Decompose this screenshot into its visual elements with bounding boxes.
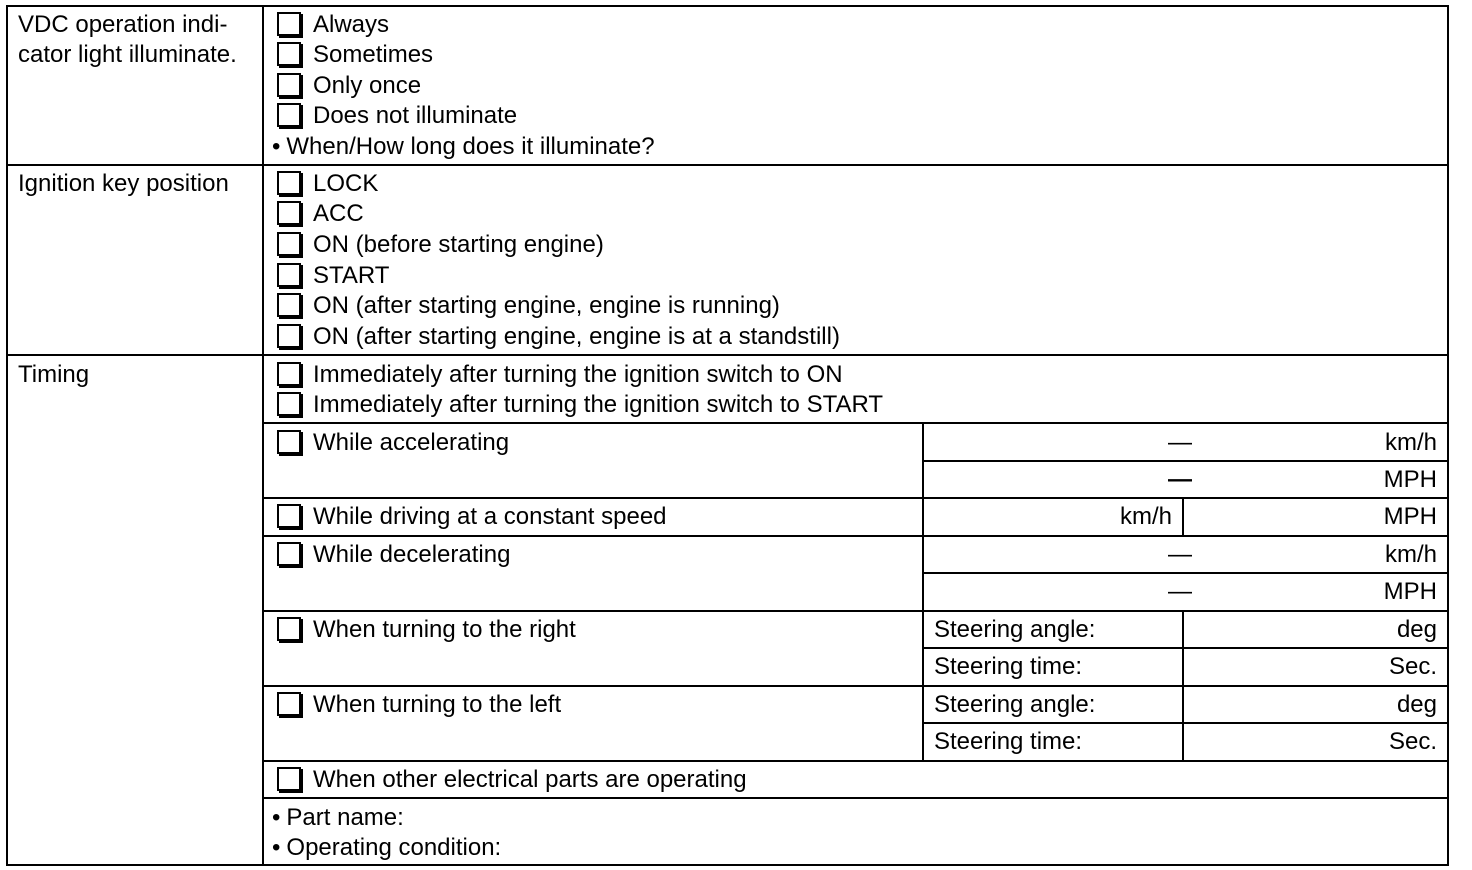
ignition-label: Ignition key position xyxy=(18,170,229,197)
checkbox-icon[interactable] xyxy=(277,542,301,566)
row-divider xyxy=(922,647,1449,649)
vdc-label-line1: VDC operation indi- xyxy=(18,11,228,38)
checkbox-icon[interactable] xyxy=(277,73,301,97)
accelerating-kmh-dash: — xyxy=(1168,429,1192,456)
row-divider xyxy=(922,460,1449,462)
ignition-option-acc[interactable]: ACC xyxy=(277,199,364,229)
timing-option-constant-speed[interactable]: While driving at a constant speed xyxy=(277,502,667,532)
turn-left-angle-label: Steering angle: xyxy=(934,691,1096,718)
part-name-field[interactable]: • Part name: xyxy=(272,804,404,831)
timing-option-decelerating[interactable]: While decelerating xyxy=(277,540,510,570)
bullet-icon: • xyxy=(272,834,281,861)
checkbox-icon[interactable] xyxy=(277,12,301,36)
row-divider xyxy=(262,535,1449,537)
row-divider xyxy=(262,760,1449,762)
checkbox-icon[interactable] xyxy=(277,504,301,528)
ignition-option-lock[interactable]: LOCK xyxy=(277,169,378,199)
column-divider xyxy=(1182,497,1184,537)
bullet-icon: • xyxy=(272,804,281,831)
table-border-right xyxy=(1447,5,1449,866)
vdc-note: • When/How long does it illuminate? xyxy=(272,133,655,160)
turn-right-time-label: Steering time: xyxy=(934,653,1083,680)
accelerating-mph-dash: — xyxy=(1168,466,1192,493)
timing-option-turn-right[interactable]: When turning to the right xyxy=(277,615,576,645)
checkbox-icon[interactable] xyxy=(277,103,301,127)
vdc-label-line2: cator light illuminate. xyxy=(18,41,237,68)
ignition-option-on-running[interactable]: ON (after starting engine, engine is running) xyxy=(277,291,780,321)
timing-option-accelerating[interactable]: While accelerating xyxy=(277,428,509,458)
row-divider xyxy=(922,722,1449,724)
table-border-left xyxy=(6,5,8,866)
operating-condition-field[interactable]: • Operating condition: xyxy=(272,834,502,861)
turn-right-angle-unit: deg xyxy=(1396,616,1437,643)
checkbox-icon[interactable] xyxy=(277,430,301,454)
row-divider xyxy=(6,164,1449,166)
accelerating-mph-unit: MPH xyxy=(1383,466,1437,493)
checkbox-icon[interactable] xyxy=(277,42,301,66)
ignition-option-on-standstill[interactable]: ON (after starting engine, engine is at a standstill) xyxy=(277,322,840,352)
timing-option-ignition-on[interactable]: Immediately after turning the ignition switch to ON xyxy=(277,360,843,390)
row-divider xyxy=(262,610,1449,612)
vdc-option-sometimes[interactable]: Sometimes xyxy=(277,40,433,70)
turn-right-angle-label: Steering angle: xyxy=(934,616,1096,643)
vdc-option-always[interactable]: Always xyxy=(277,10,389,40)
timing-option-ignition-start[interactable]: Immediately after turning the ignition switch to START xyxy=(277,390,883,420)
row-divider xyxy=(6,354,1449,356)
turn-left-angle-unit: deg xyxy=(1396,691,1437,718)
row-divider xyxy=(262,497,1449,499)
decelerating-mph-dash: — xyxy=(1168,578,1192,605)
constant-mph-unit: MPH xyxy=(1383,503,1437,530)
checkbox-icon[interactable] xyxy=(277,617,301,641)
timing-label: Timing xyxy=(18,361,90,388)
checkbox-icon[interactable] xyxy=(277,362,301,386)
checkbox-icon[interactable] xyxy=(277,692,301,716)
turn-right-time-unit: Sec. xyxy=(1388,653,1437,680)
constant-kmh-unit: km/h xyxy=(1119,503,1172,530)
checkbox-icon[interactable] xyxy=(277,201,301,225)
ignition-option-start[interactable]: START xyxy=(277,261,389,291)
checkbox-icon[interactable] xyxy=(277,263,301,287)
table-border-top xyxy=(6,5,1449,7)
timing-option-turn-left[interactable]: When turning to the left xyxy=(277,690,561,720)
checkbox-icon[interactable] xyxy=(277,392,301,416)
column-divider xyxy=(1182,610,1184,762)
vdc-option-only-once[interactable]: Only once xyxy=(277,71,421,101)
turn-left-time-unit: Sec. xyxy=(1388,728,1437,755)
accelerating-kmh-unit: km/h xyxy=(1384,429,1437,456)
decelerating-mph-unit: MPH xyxy=(1383,578,1437,605)
row-divider xyxy=(262,685,1449,687)
vdc-option-does-not-illuminate[interactable]: Does not illuminate xyxy=(277,101,517,131)
checkbox-icon[interactable] xyxy=(277,232,301,256)
turn-left-time-label: Steering time: xyxy=(934,728,1083,755)
row-divider xyxy=(922,572,1449,574)
checkbox-icon[interactable] xyxy=(277,767,301,791)
checkbox-icon[interactable] xyxy=(277,171,301,195)
row-divider xyxy=(262,422,1449,424)
bullet-icon: • xyxy=(272,133,281,160)
table-border-bottom xyxy=(6,864,1449,866)
ignition-option-on-before[interactable]: ON (before starting engine) xyxy=(277,230,604,260)
checkbox-icon[interactable] xyxy=(277,324,301,348)
decelerating-kmh-dash: — xyxy=(1168,541,1192,568)
column-divider xyxy=(922,422,924,762)
row-divider xyxy=(262,797,1449,799)
checkbox-icon[interactable] xyxy=(277,293,301,317)
timing-option-other-electrical[interactable]: When other electrical parts are operating xyxy=(277,765,747,795)
label-column-divider xyxy=(262,5,264,866)
decelerating-kmh-unit: km/h xyxy=(1384,541,1437,568)
